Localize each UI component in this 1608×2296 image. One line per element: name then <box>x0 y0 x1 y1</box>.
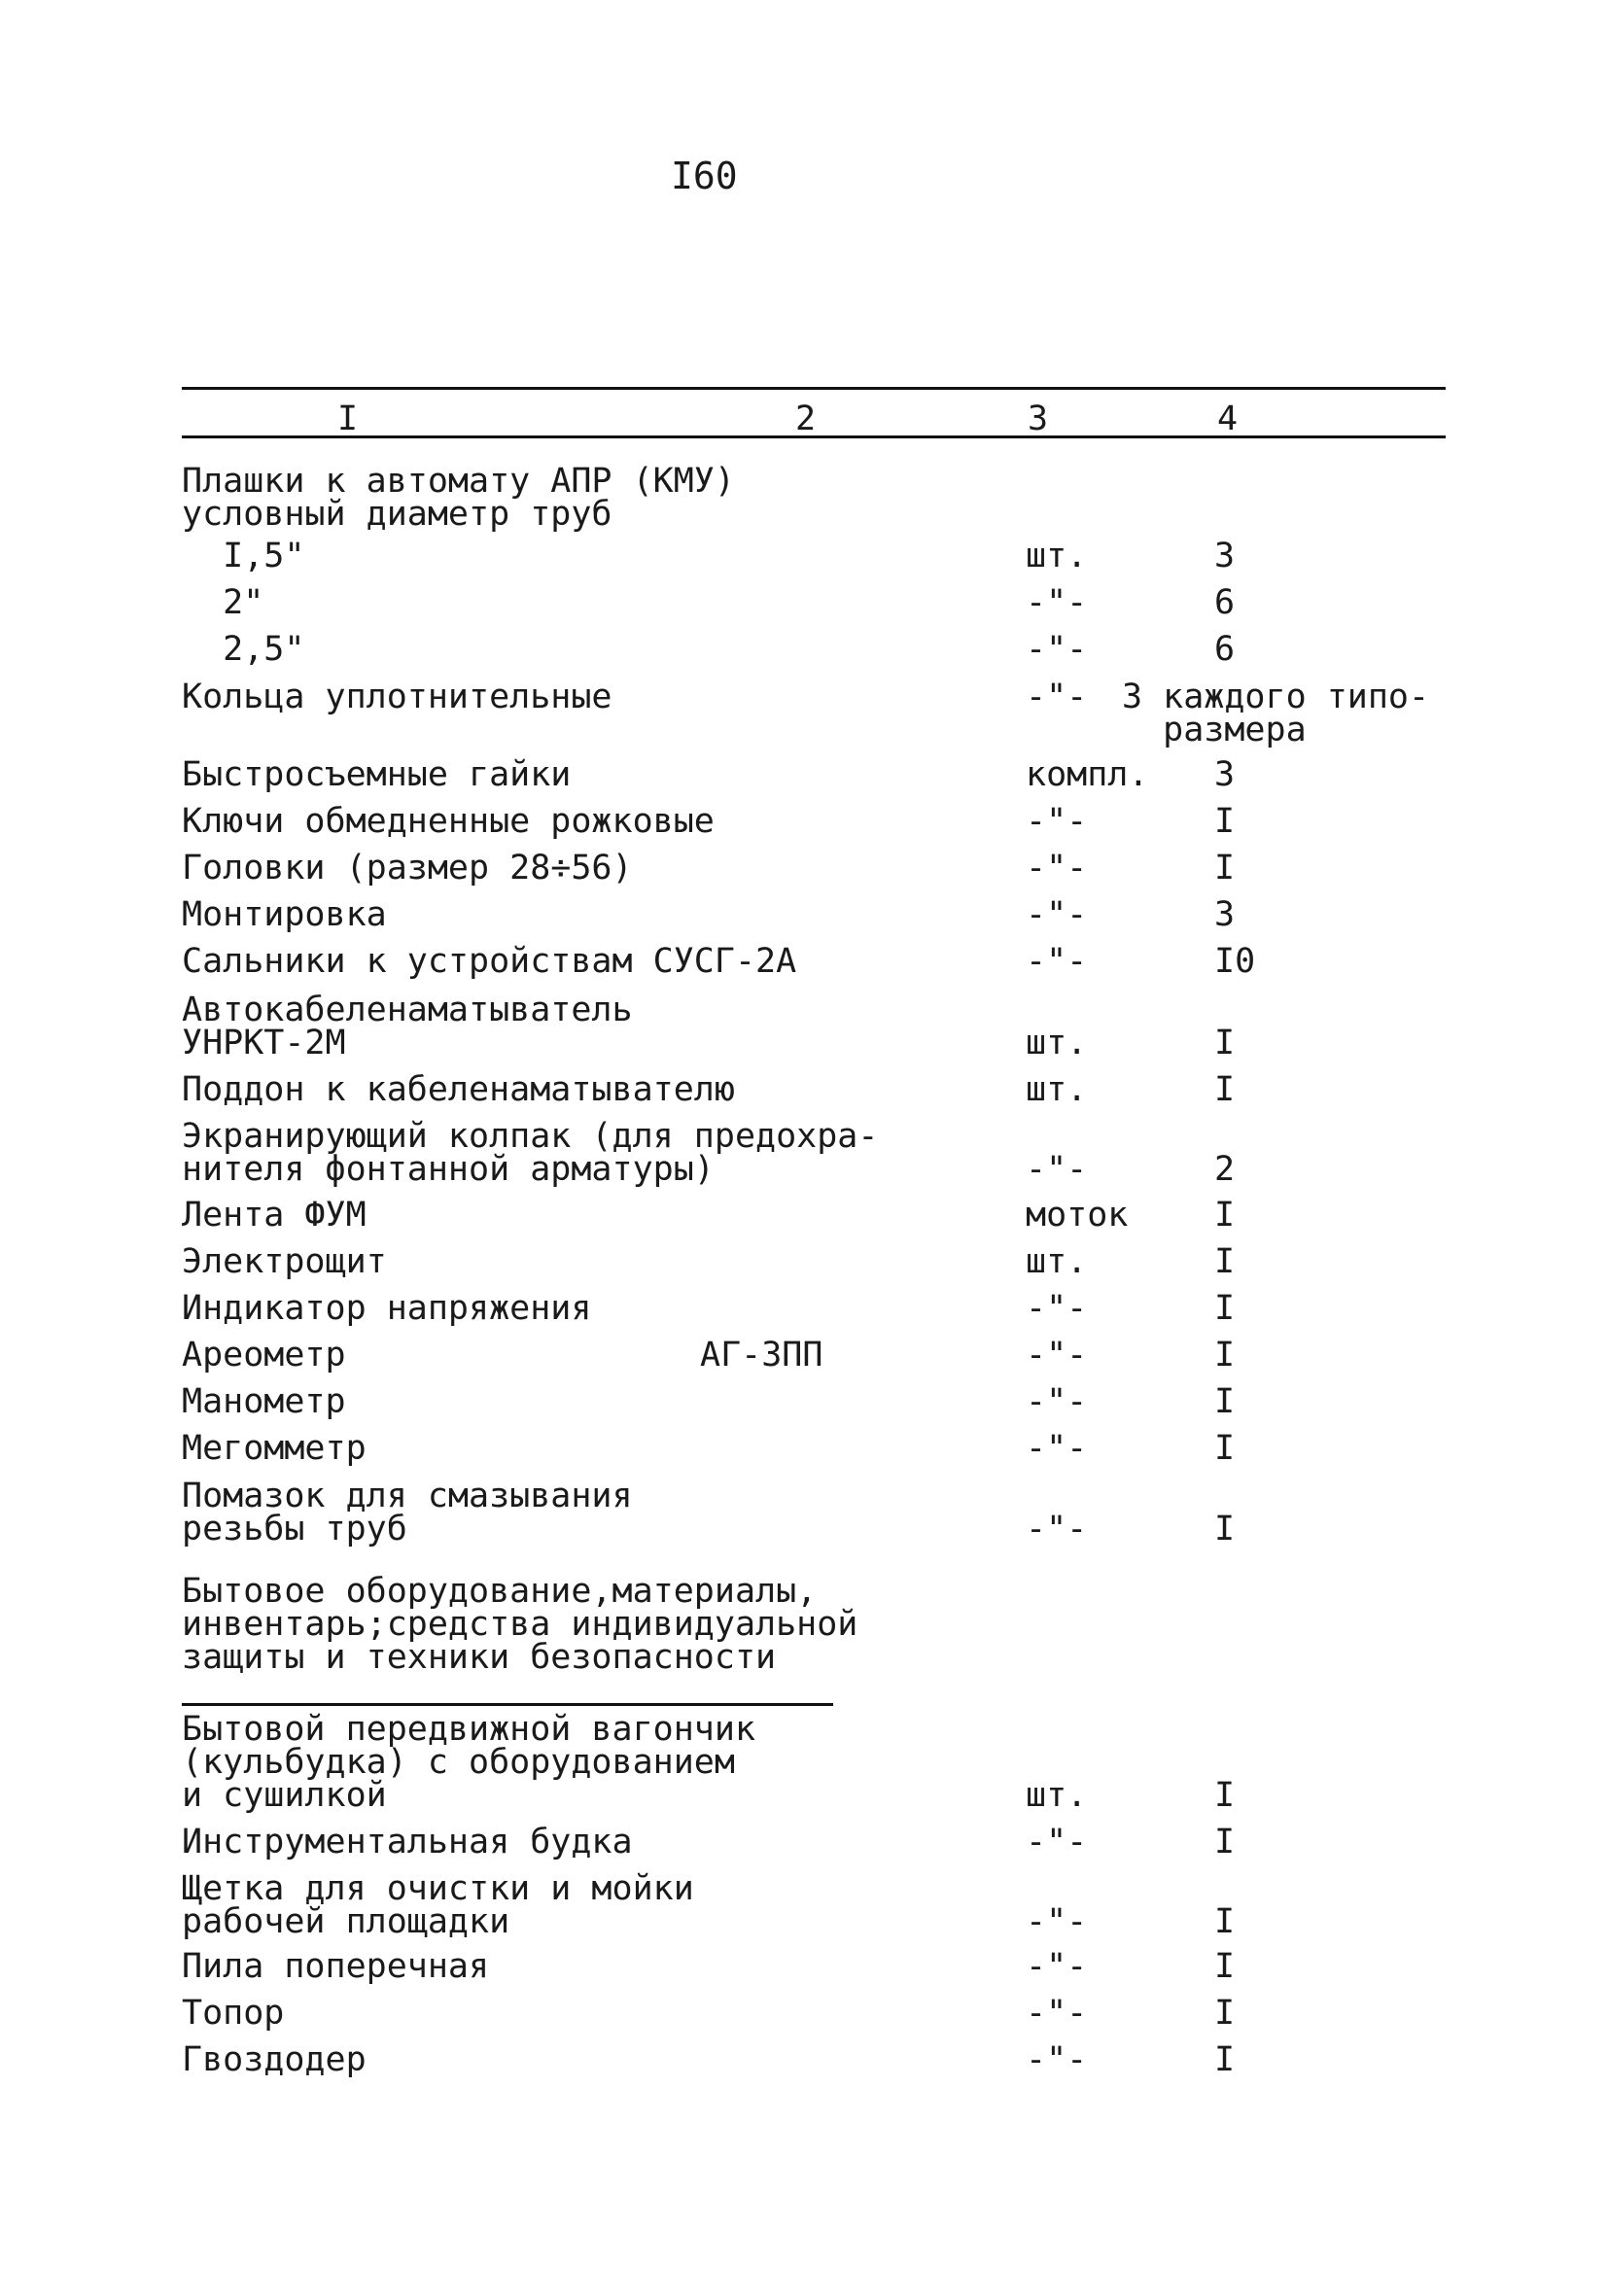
item-unit: -"- <box>1026 2040 1088 2079</box>
item-name: Мегомметр <box>182 1429 367 1468</box>
section-rule <box>182 1703 833 1706</box>
item-quantity: 2 <box>1214 1150 1236 1189</box>
item-quantity: 3 <box>1214 755 1236 794</box>
item-quantity: 3 каждого типо- размера <box>1122 678 1430 749</box>
item-quantity: I <box>1214 1196 1236 1235</box>
item-name: Индикатор напряжения <box>182 1289 592 1328</box>
item-quantity: I <box>1214 802 1236 841</box>
item-unit: -"- <box>1026 849 1088 887</box>
item-name: Щетка для очистки и мойки рабочей площадки <box>182 1869 694 1941</box>
item-unit: -"- <box>1026 1429 1088 1468</box>
item-unit: шт. <box>1026 1070 1088 1109</box>
item-quantity: I <box>1214 1947 1236 1986</box>
item-name: Экранирующий колпак (для предохра- нителя фонтанной арматуры) <box>182 1117 879 1189</box>
item-unit: -"- <box>1026 1336 1088 1374</box>
item-name: Поддон к кабеленаматывателю <box>182 1070 735 1109</box>
header-col2: 2 <box>795 400 817 438</box>
item-name: Плашки к автомату АПР (КМУ) условный диаметр труб <box>182 462 735 534</box>
item-unit: шт. <box>1026 1242 1088 1281</box>
item-quantity: I <box>1214 1070 1236 1109</box>
item-quantity: I <box>1214 1823 1236 1861</box>
item-quantity: I <box>1214 1336 1236 1374</box>
item-name: Пила поперечная <box>182 1947 490 1986</box>
item-quantity: I <box>1214 1429 1236 1468</box>
item-quantity: I <box>1214 1902 1236 1941</box>
item-unit: -"- <box>1026 1902 1088 1941</box>
item-name: Лента ФУМ <box>182 1196 367 1235</box>
item-name: 2" <box>182 583 264 622</box>
item-quantity: 3 <box>1214 895 1236 934</box>
item-unit: -"- <box>1026 1510 1088 1548</box>
item-unit: -"- <box>1026 1994 1088 2033</box>
item-name: Сальники к устройствам СУСГ-2А <box>182 942 797 981</box>
item-unit: -"- <box>1026 942 1088 981</box>
item-unit: моток <box>1026 1196 1129 1235</box>
header-col1: I <box>337 400 359 438</box>
item-unit: шт. <box>1026 537 1088 575</box>
item-unit: -"- <box>1026 1382 1088 1421</box>
item-quantity: I <box>1214 1024 1236 1062</box>
item-name: Ключи обмедненные рожковые <box>182 802 715 841</box>
item-name: Монтировка <box>182 895 387 934</box>
item-name: Головки (размер 28÷56) <box>182 849 633 887</box>
table-top-rule <box>182 387 1446 390</box>
item-unit: компл. <box>1026 755 1149 794</box>
item-quantity: I <box>1214 2040 1236 2079</box>
item-name: Кольца уплотнительные <box>182 678 612 716</box>
header-col4: 4 <box>1217 400 1239 438</box>
item-quantity: I0 <box>1214 942 1256 981</box>
item-name: Быстросъемные гайки <box>182 755 572 794</box>
item-model: АГ-3ПП <box>700 1336 823 1374</box>
item-unit: -"- <box>1026 802 1088 841</box>
item-name: Ареометр <box>182 1336 346 1374</box>
item-quantity: 6 <box>1214 583 1236 622</box>
item-name: Гвоздодер <box>182 2040 367 2079</box>
item-unit: -"- <box>1026 895 1088 934</box>
item-quantity: I <box>1214 1776 1236 1815</box>
item-unit: шт. <box>1026 1776 1088 1815</box>
table-header-rule <box>182 435 1446 438</box>
item-unit: -"- <box>1026 1289 1088 1328</box>
item-unit: -"- <box>1026 1947 1088 1986</box>
item-quantity: 3 <box>1214 537 1236 575</box>
item-quantity: I <box>1214 1510 1236 1548</box>
item-name: Помазок для смазывания резьбы труб <box>182 1477 633 1548</box>
item-quantity: I <box>1214 1289 1236 1328</box>
item-name: Бытовой передвижной вагончик (кульбудка) с оборудованием и сушилкой <box>182 1710 756 1815</box>
item-unit: -"- <box>1026 1150 1088 1189</box>
header-col3: 3 <box>1028 400 1049 438</box>
page-number: I60 <box>671 155 738 197</box>
item-name: Бытовое оборудование,материалы, инвентарь;средства индивидуальной защиты и техники безопасности <box>182 1572 858 1677</box>
item-unit: -"- <box>1026 678 1088 716</box>
item-quantity: 6 <box>1214 630 1236 669</box>
item-name: Манометр <box>182 1382 346 1421</box>
item-quantity: I <box>1214 1382 1236 1421</box>
item-name: 2,5" <box>182 630 305 669</box>
item-unit: -"- <box>1026 583 1088 622</box>
item-quantity: I <box>1214 1242 1236 1281</box>
item-name: I,5" <box>182 537 305 575</box>
item-name: Электрощит <box>182 1242 387 1281</box>
item-quantity: I <box>1214 1994 1236 2033</box>
item-unit: -"- <box>1026 630 1088 669</box>
item-name: Инструментальная будка <box>182 1823 633 1861</box>
item-name: Топор <box>182 1994 285 2033</box>
item-unit: -"- <box>1026 1823 1088 1861</box>
item-name: Автокабеленаматыватель УНРКТ-2М <box>182 991 633 1062</box>
item-quantity: I <box>1214 849 1236 887</box>
item-unit: шт. <box>1026 1024 1088 1062</box>
